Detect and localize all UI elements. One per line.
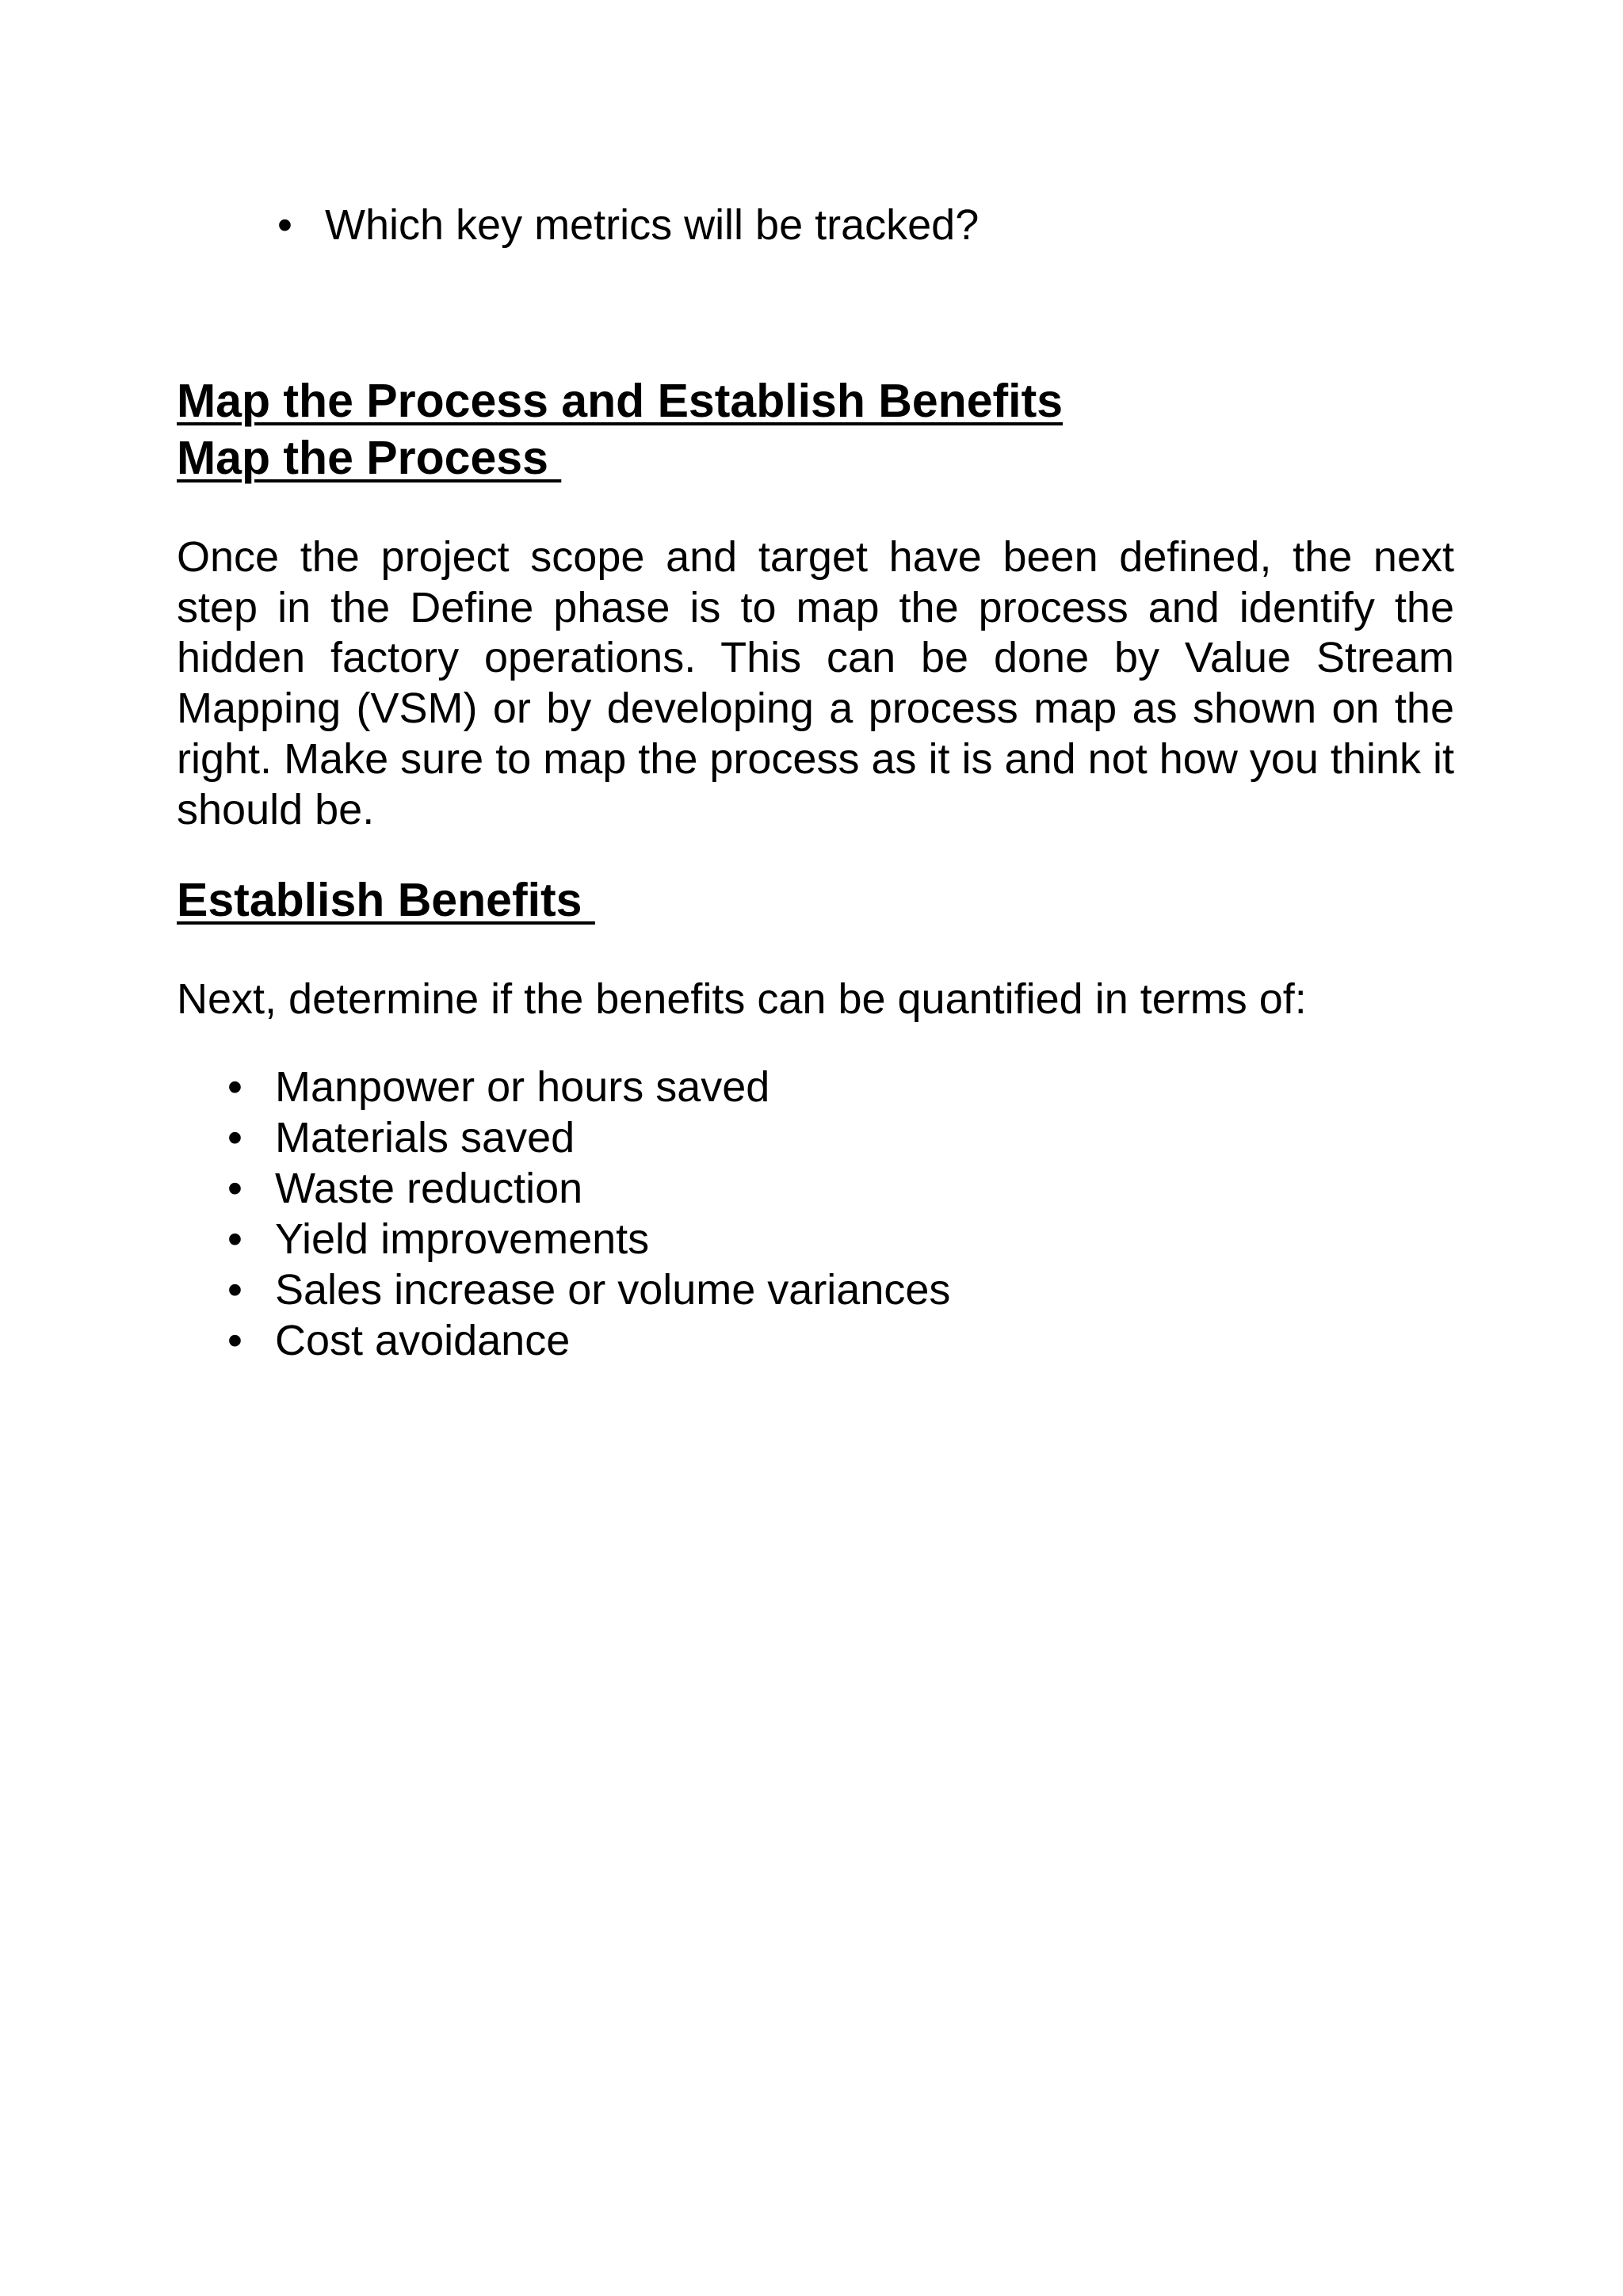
list-item xyxy=(227,1315,950,1366)
map-process-paragraph: Once the project scope and target have been defined, the next step in the Define phase is to map the process and identify the hidden factory operations. This can be done by Value Stream Mapping (VSM) or by developing a process map as shown on the right. Make sure to map the process as it is and not how you think it should be. xyxy=(177,533,1454,833)
bullet-icon: • xyxy=(277,201,292,249)
bullet-icon: • xyxy=(227,1063,242,1111)
list-item-text: Waste reduction xyxy=(275,1165,583,1212)
list-item-text: Which key metrics will be tracked? xyxy=(325,201,980,249)
bullet-icon: • xyxy=(227,1165,242,1212)
bullet-icon: • xyxy=(227,1215,242,1263)
list-item-text: Materials saved xyxy=(275,1114,575,1161)
section-heading: Map the Process and Establish Benefits xyxy=(177,375,1064,427)
benefits-intro-paragraph: Next, determine if the benefits can be quantified in terms of: xyxy=(177,975,1307,1023)
bullet-icon: • xyxy=(227,1266,242,1314)
list-item xyxy=(277,200,980,250)
list-item xyxy=(227,1264,951,1315)
benefits-bullet-list xyxy=(227,1062,951,1366)
list-item-text: Cost avoidance xyxy=(275,1317,571,1364)
list-item xyxy=(227,1062,950,1112)
bullet-icon: • xyxy=(227,1317,242,1364)
list-item xyxy=(227,1112,950,1163)
subsection-heading-map-process: Map the Process xyxy=(177,432,562,484)
list-item xyxy=(227,1163,950,1214)
list-item-text: Manpower or hours saved xyxy=(275,1063,770,1111)
list-item-text: Sales increase or volume variances xyxy=(275,1266,951,1314)
subsection-heading-establish-benefits: Establish Benefits xyxy=(177,874,595,926)
list-item-text: Yield improvements xyxy=(275,1215,650,1263)
metrics-bullet-list xyxy=(277,200,980,250)
bullet-icon: • xyxy=(227,1114,242,1161)
list-item xyxy=(227,1214,950,1264)
